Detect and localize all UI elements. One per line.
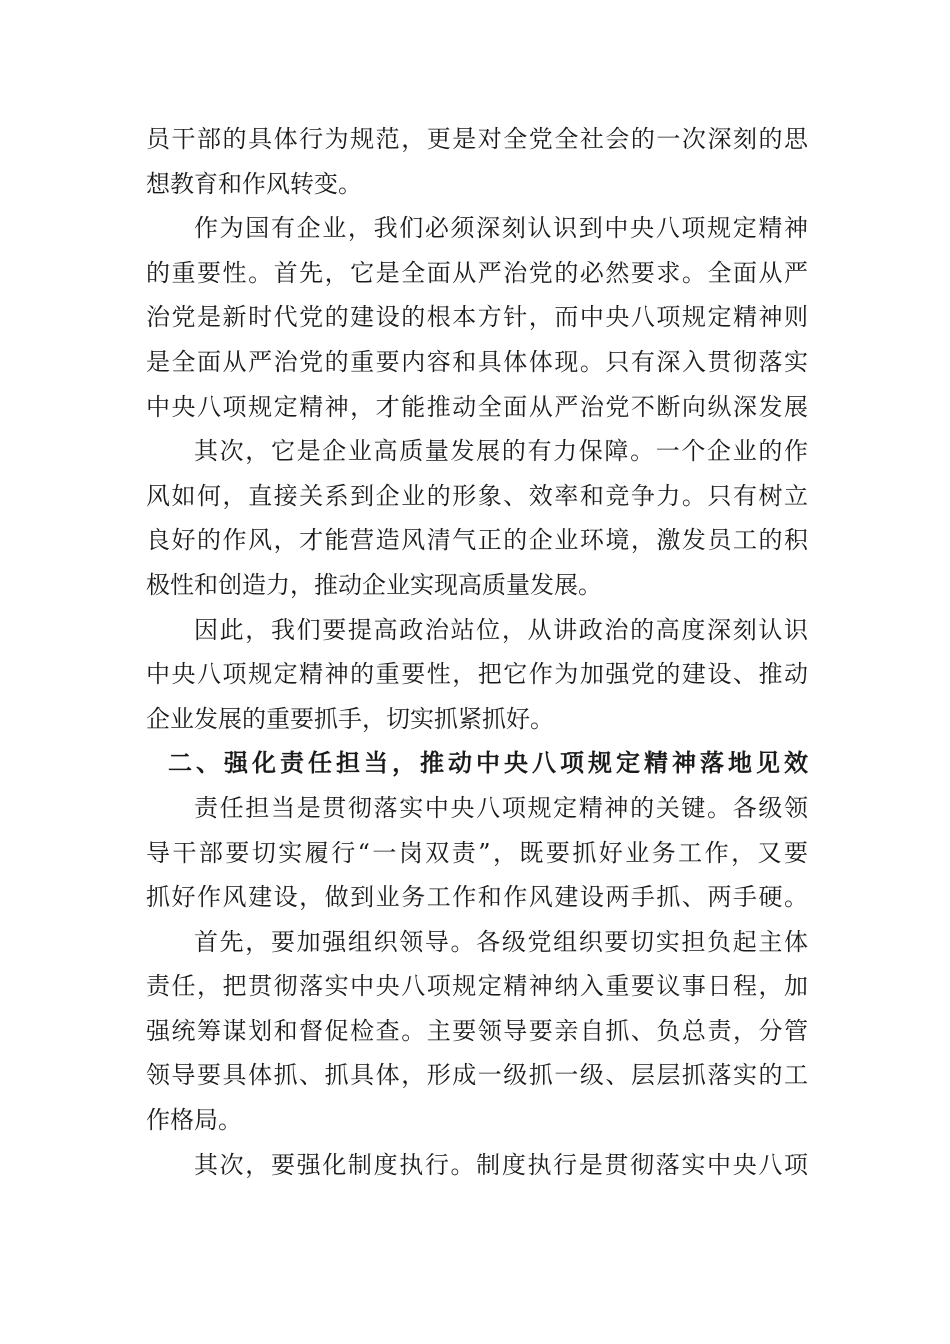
text-line: 是全面从严治党的重要内容和具体体现。只有深入贯彻落实 bbox=[146, 347, 808, 376]
text-line: 作格局。 bbox=[146, 1106, 242, 1135]
text-line: 风如何，直接关系到企业的形象、效率和竞争力。只有树立 bbox=[146, 481, 808, 510]
paragraph-first-line: 首先，要加强组织领导。各级党组织要切实担负起主体 bbox=[194, 927, 808, 956]
text-line: 强统筹谋划和督促检查。主要领导要亲自抓、负总责，分管 bbox=[146, 1016, 808, 1045]
text-line: 抓好作风建设，做到业务工作和作风建设两手抓、两手硬。 bbox=[146, 883, 808, 912]
section-heading: 二、强化责任担当，推动中央八项规定精神落地见效 bbox=[168, 749, 808, 778]
text-line: 良好的作风，才能营造风清气正的企业环境，激发员工的积 bbox=[146, 526, 808, 555]
text-line: 企业发展的重要抓手，切实抓紧抓好。 bbox=[146, 704, 554, 733]
text-line: 员干部的具体行为规范，更是对全党全社会的一次深刻的思 bbox=[146, 125, 808, 153]
text-line: 导干部要切实履行“一岗双责”，既要抓好业务工作，又要 bbox=[146, 838, 808, 867]
text-line: 领导要具体抓、抓具体，形成一级抓一级、层层抓落实的工 bbox=[146, 1061, 808, 1090]
text-line: 极性和创造力，推动企业实现高质量发展。 bbox=[146, 570, 602, 599]
text-line: 治党是新时代党的建设的根本方针，而中央八项规定精神则 bbox=[146, 303, 808, 332]
text-line: 中央八项规定精神，才能推动全面从严治党不断向纵深发展 bbox=[146, 392, 808, 421]
paragraph-first-line: 作为国有企业，我们必须深刻认识到中央八项规定精神 bbox=[194, 214, 808, 243]
paragraph-first-line: 因此，我们要提高政治站位，从讲政治的高度深刻认识 bbox=[194, 615, 808, 644]
text-line: 责任，把贯彻落实中央八项规定精神纳入重要议事日程，加 bbox=[146, 972, 808, 1001]
paragraph-first-line: 其次，它是企业高质量发展的有力保障。一个企业的作 bbox=[194, 437, 808, 466]
text-line: 的重要性。首先，它是全面从严治党的必然要求。全面从严 bbox=[146, 258, 808, 287]
paragraph-first-line: 责任担当是贯彻落实中央八项规定精神的关键。各级领 bbox=[194, 793, 808, 822]
text-line: 想教育和作风转变。 bbox=[146, 169, 362, 198]
text-line: 中央八项规定精神的重要性，把它作为加强党的建设、推动 bbox=[146, 660, 808, 689]
document-body bbox=[146, 117, 808, 1187]
paragraph-first-line: 其次，要强化制度执行。制度执行是贯彻落实中央八项 bbox=[194, 1150, 808, 1179]
